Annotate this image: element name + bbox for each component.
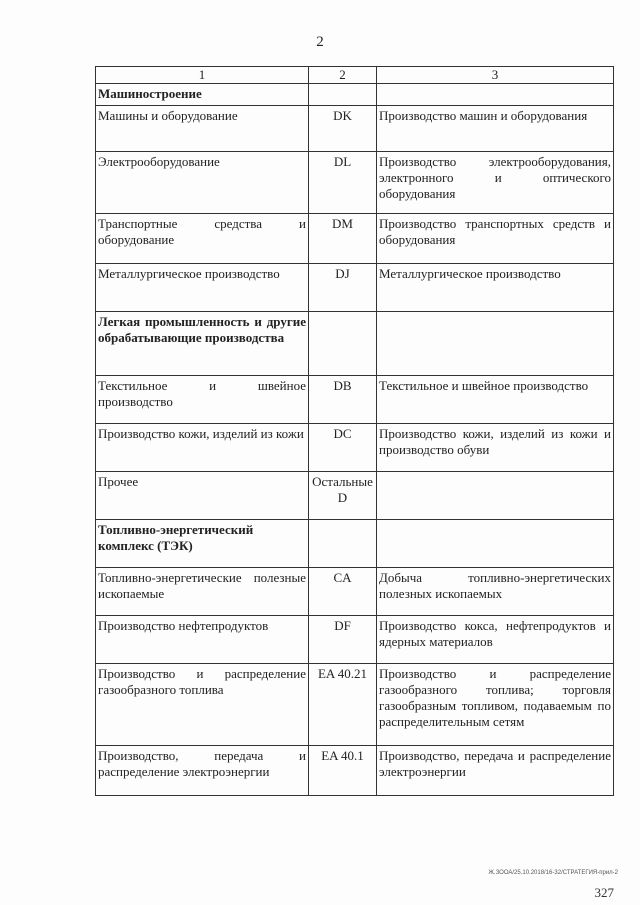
table-row	[96, 664, 614, 746]
column-header-1: 1	[96, 67, 309, 84]
row-name-cell: Топливно-энергетические полезные ископаемые	[96, 568, 309, 616]
table-row	[96, 472, 614, 520]
row-code-cell	[309, 312, 377, 376]
row-description-cell: Производство, передача и распределение электроэнергии	[377, 746, 614, 796]
table-row	[96, 84, 614, 106]
table-row	[96, 214, 614, 264]
row-code-cell: Остальные D	[309, 472, 377, 520]
table-row	[96, 312, 614, 376]
table-row	[96, 746, 614, 796]
column-header-3: 3	[377, 67, 614, 84]
row-description-cell: Производство кокса, нефтепродуктов и ядерных материалов	[377, 616, 614, 664]
row-description-cell	[377, 312, 614, 376]
row-description-cell: Производство и распределение газообразного топлива; торговля газообразным топливом, подаваемым по распределительным сетям	[377, 664, 614, 746]
row-code-cell: DJ	[309, 264, 377, 312]
table-row	[96, 152, 614, 214]
row-description-cell: Производство электрооборудования, электронного и оптического оборудования	[377, 152, 614, 214]
row-description-cell	[377, 84, 614, 106]
row-name-cell: Машиностроение	[96, 84, 309, 106]
row-code-cell: DB	[309, 376, 377, 424]
row-code-cell: DL	[309, 152, 377, 214]
row-code-cell: DK	[309, 106, 377, 152]
row-name-cell: Производство, передача и распределение электроэнергии	[96, 746, 309, 796]
page-number: 2	[316, 34, 324, 50]
column-header-2: 2	[309, 67, 377, 84]
row-description-cell: Производство машин и оборудования	[377, 106, 614, 152]
row-name-cell: Транспортные средства и оборудование	[96, 214, 309, 264]
row-name-cell: Электрооборудование	[96, 152, 309, 214]
table-row	[96, 616, 614, 664]
row-description-cell	[377, 520, 614, 568]
table-row	[96, 520, 614, 568]
row-description-cell: Производство кожи, изделий из кожи и производство обуви	[377, 424, 614, 472]
row-description-cell: Добыча топливно-энергетических полезных ископаемых	[377, 568, 614, 616]
row-code-cell: DM	[309, 214, 377, 264]
corner-page-number: 327	[594, 885, 614, 900]
row-name-cell: Металлургическое производство	[96, 264, 309, 312]
row-name-cell: Машины и оборудование	[96, 106, 309, 152]
row-description-cell: Металлургическое производство	[377, 264, 614, 312]
table-row	[96, 376, 614, 424]
row-description-cell: Производство транспортных средств и оборудования	[377, 214, 614, 264]
table-row	[96, 106, 614, 152]
row-code-cell: DF	[309, 616, 377, 664]
footer-reference: Ж.ЗООА/25.10.2018/16-32/СТРАТЕГИЯ-прил-2	[488, 870, 618, 876]
row-code-cell	[309, 520, 377, 568]
row-code-cell	[309, 84, 377, 106]
row-code-cell: EA 40.21	[309, 664, 377, 746]
row-name-cell: Прочее	[96, 472, 309, 520]
row-name-cell: Производство кожи, изделий из кожи	[96, 424, 309, 472]
row-name-cell: Текстильное и швейное производство	[96, 376, 309, 424]
row-name-cell: Легкая промышленность и другие обрабатывающие производства	[96, 312, 309, 376]
row-name-cell: Топливно-энергетический комплекс (ТЭК)	[96, 520, 309, 568]
classification-table	[95, 66, 614, 796]
row-description-cell	[377, 472, 614, 520]
row-name-cell: Производство и распределение газообразного топлива	[96, 664, 309, 746]
table-row	[96, 264, 614, 312]
table-row	[96, 424, 614, 472]
table-row	[96, 568, 614, 616]
row-name-cell: Производство нефтепродуктов	[96, 616, 309, 664]
row-description-cell: Текстильное и швейное производство	[377, 376, 614, 424]
row-code-cell: EA 40.1	[309, 746, 377, 796]
row-code-cell: DC	[309, 424, 377, 472]
row-code-cell: CA	[309, 568, 377, 616]
table-header-row	[96, 67, 614, 84]
